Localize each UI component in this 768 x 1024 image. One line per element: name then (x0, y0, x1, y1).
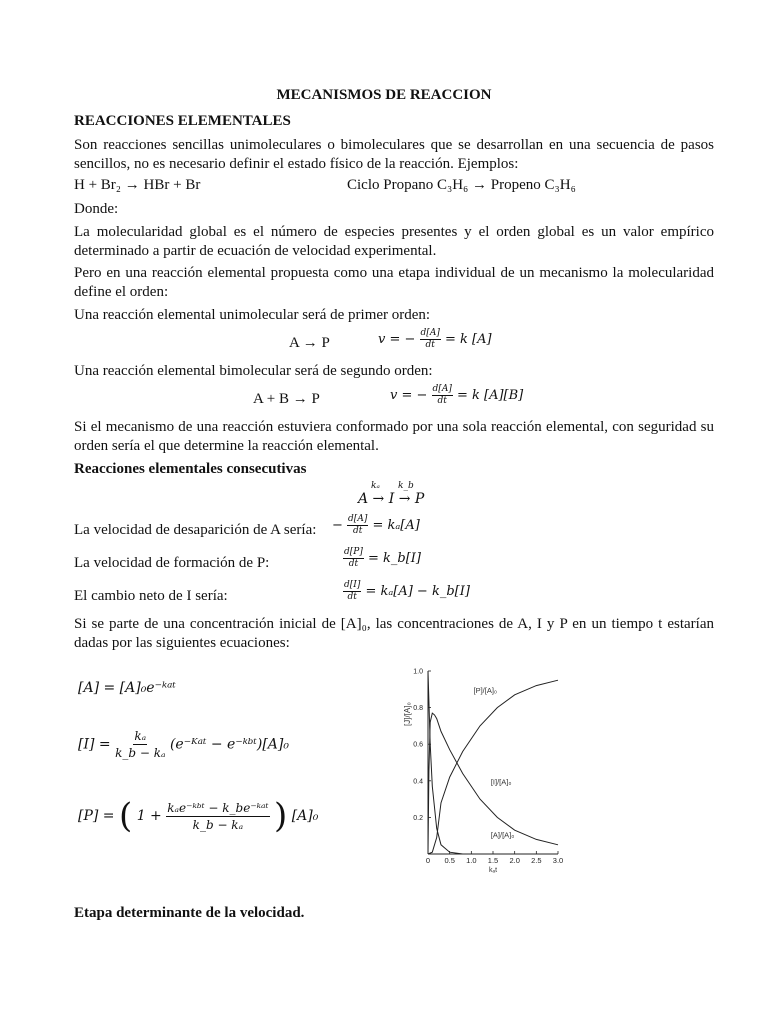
open-paren: ( (118, 796, 133, 836)
eq-P-den: k_b − kₐ (192, 817, 244, 832)
page-title: MECANISMOS DE REACCION (276, 87, 492, 103)
bi-rate-fraction (432, 384, 453, 407)
formacion-num: d[P] (344, 547, 363, 557)
section-heading-reacciones-elementales: REACCIONES ELEMENTALES (74, 113, 291, 129)
x-tick-label: 1.5 (487, 856, 499, 865)
desaparicion-den: dt (353, 526, 363, 536)
neto-num: d[I] (344, 580, 361, 590)
y-tick-label: 0.2 (413, 814, 423, 822)
series-line-0 (428, 671, 558, 854)
formacion-rhs: = k_b[I] (367, 551, 421, 566)
eq-P-rhs: [A]₀ (291, 808, 319, 824)
y-tick-label: 0.4 (413, 778, 423, 786)
si-parte-paragraph: Si se parte de una concentración inicial de [A]₀, las concentraciones de A, I y P en un tiempo t estarían dadas por las siguientes ecuaciones: (74, 616, 714, 651)
unimolecular-reaction: A → P (289, 335, 330, 351)
chart-ylabel: [J]/[A]₀ (403, 702, 412, 726)
unimolecular-text: Una reacción elemental unimolecular será de primer orden: (74, 307, 431, 323)
eq-P-one: 1 + (136, 808, 162, 824)
neto-fraction (343, 580, 361, 603)
neto-label: El cambio neto de I sería: (74, 588, 228, 604)
desaparicion-rhs: = kₐ[A] (372, 518, 420, 533)
donde-label: Donde: (74, 201, 119, 217)
uni-rate-lhs: v = − (378, 332, 416, 347)
eq-I-den: k_b − kₐ (115, 746, 166, 760)
chart-axes (428, 671, 558, 854)
eq-I-lhs: [I] = (78, 736, 111, 753)
uni-rate-den: dt (425, 340, 435, 350)
bimolecular-rate-equation (390, 384, 523, 407)
kb-label: k_b (398, 481, 414, 491)
chart-series (428, 671, 558, 854)
eq-I-num: kₐ (134, 729, 147, 743)
close-paren: ) (273, 796, 288, 836)
eq-P-fraction (166, 800, 269, 833)
uni-rate-rhs: = k [A] (444, 332, 492, 347)
chart-xlabel: kₐt (488, 867, 498, 874)
example-reaction-1: H + Br₂ → HBr + Br (74, 177, 201, 193)
section-heading-consecutivas: Reacciones elementales consecutivas (74, 461, 307, 477)
concentration-chart (394, 662, 574, 874)
bi-rate-rhs: = k [A][B] (456, 388, 524, 403)
desaparicion-fraction (347, 514, 368, 537)
series-line-2 (428, 680, 558, 854)
eq-P-lhs: [P] = (78, 808, 115, 824)
equation-I (78, 728, 289, 761)
uni-rate-num: d[A] (420, 328, 440, 338)
desaparicion-equation (332, 514, 420, 537)
y-tick-label: 0.8 (413, 705, 423, 713)
desaparicion-label: La velocidad de desaparición de A sería: (74, 522, 317, 538)
x-tick-label: 0.5 (444, 856, 455, 865)
ka-label: kₐ (371, 481, 380, 491)
desaparicion-num: d[A] (348, 514, 368, 524)
bi-rate-lhs: v = − (390, 388, 428, 403)
pero-paragraph: Pero en una reacción elemental propuesta como una etapa individual de un mecanismo la molecularidad define el orden: (74, 265, 714, 300)
unimolecular-rate-equation (378, 328, 492, 351)
consecutive-scheme (358, 483, 438, 511)
x-tick-label: 2.0 (509, 856, 520, 865)
neto-rhs: = kₐ[A] − k_b[I] (365, 584, 470, 599)
bi-rate-den: dt (437, 396, 447, 406)
series-label-A: [A]/[A]₀ (490, 830, 515, 840)
series-label-P: [P]/[A]₀ (473, 685, 498, 695)
eq-I-fraction (115, 728, 165, 761)
formacion-label: La velocidad de formación de P: (74, 555, 270, 571)
x-tick-label: 3.0 (552, 856, 564, 865)
bi-rate-num: d[A] (432, 384, 452, 394)
formacion-fraction (343, 547, 364, 570)
eq-I-rhs: (e⁻ᴷᵃᵗ − e⁻ᵏᵇᵗ)[A]₀ (169, 736, 289, 753)
bimolecular-text: Una reacción elemental bimolecular será de segundo orden: (74, 363, 433, 379)
scheme-text: A → I → P (358, 491, 425, 507)
equation-A: [A] = [A]₀e⁻ᵏᵃᵗ (78, 680, 176, 696)
neto-den: dt (347, 592, 357, 602)
intro-paragraph: Son reacciones sencillas unimoleculares o bimoleculares que se desarrollan en una secuencia de pasos sencillos, no es necesario definir el estado físico de la reacción. Ejemplos: (74, 137, 714, 172)
y-tick-label: 1.0 (413, 668, 423, 676)
eq-P-num: kₐe⁻ᵏᵇᵗ − k_be⁻ᵏᵃᵗ (167, 800, 269, 815)
x-tick-label: 0 (425, 856, 431, 865)
minus-sign: − (332, 518, 343, 533)
example-reaction-2: Ciclo Propano C₃H₆ → Propeno C₃H₆ (347, 177, 576, 193)
neto-equation (343, 580, 470, 603)
bimolecular-reaction: A + B → P (253, 391, 320, 407)
x-tick-label: 2.5 (531, 856, 542, 865)
series-label-I: [I]/[A]₀ (490, 777, 512, 787)
equation-P (78, 796, 318, 836)
section-heading-etapa: Etapa determinante de la velocidad. (74, 905, 305, 921)
molecularidad-paragraph: La molecularidad global es el número de especies presentes y el orden global es un valor empírico determinado a partir de ecuación de velocidad experimental. (74, 224, 714, 259)
y-tick-label: 0.6 (413, 741, 423, 749)
formacion-den: dt (348, 559, 359, 569)
uni-rate-fraction (420, 328, 441, 351)
si-mecanismo-paragraph: Si el mecanismo de una reacción estuviera conformado por una sola reacción elemental, con seguridad su orden sería el que determine la reacción elemental. (74, 419, 714, 454)
formacion-equation (343, 547, 421, 570)
x-tick-label: 1.0 (466, 856, 477, 865)
chart-ticks (413, 669, 563, 866)
